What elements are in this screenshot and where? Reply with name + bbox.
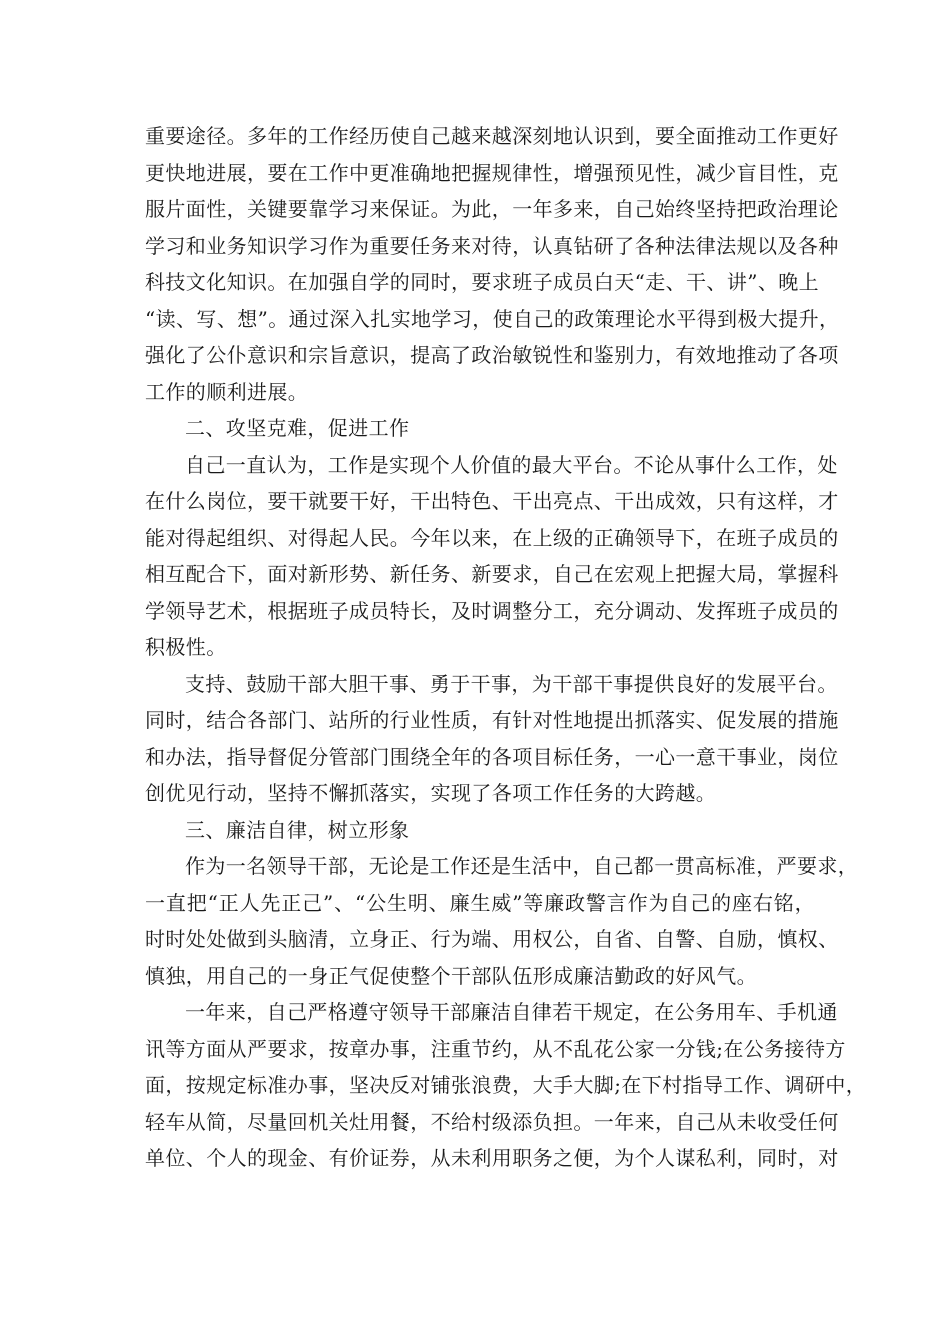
text-line: 重要途径。多年的工作经历使自己越来越深刻地认识到，要全面推动工作更好 bbox=[145, 124, 839, 148]
text-line: 同时，结合各部门、站所的行业性质，有针对性地提出抓落实、促发展的措施 bbox=[145, 708, 839, 732]
paragraph bbox=[145, 447, 839, 666]
paragraph bbox=[145, 994, 867, 1177]
text-line: 更快地进展，要在工作中更准确地把握规律性，增强预见性，减少盲目性，克 bbox=[145, 160, 839, 185]
text-line: 单位、个人的现金、有价证券，从未利用职务之便，为个人谋私利，同时，对 bbox=[145, 1146, 839, 1170]
text-line: 工作的顺利进展。 bbox=[145, 379, 309, 404]
text-line: 一年来，自己严格遵守领导干部廉洁自律若干规定，在公务用车、手机通 bbox=[185, 1000, 838, 1024]
text-line: 强化了公仆意识和宗旨意识，提高了政治敏锐性和鉴别力，有效地推动了各项 bbox=[145, 343, 839, 367]
text-line: 支持、鼓励干部大胆干事、勇于干事，为干部干事提供良好的发展平台。 bbox=[185, 671, 838, 696]
text-line: 服片面性，关键要靠学习来保证。为此，一年多来，自己始终坚持把政治理论 bbox=[145, 197, 839, 221]
section-heading: 三、廉洁自律，树立形象 bbox=[185, 817, 410, 842]
text-line: 讯等方面从严要求，按章办事，注重节约，从不乱花公家一分钱;在公务接待方 bbox=[145, 1036, 846, 1061]
text-line: 创优见行动，坚持不懈抓落实，实现了各项工作任务的大跨越。 bbox=[145, 781, 717, 805]
text-line: 面，按规定标准办事，坚决反对铺张浪费，大手大脚;在下村指导工作、调研中， bbox=[145, 1073, 867, 1097]
text-line: 和办法，指导督促分管部门围绕全年的各项目标任务，一心一意干事业，岗位 bbox=[145, 744, 839, 769]
paragraph bbox=[145, 848, 859, 994]
paragraph bbox=[145, 118, 840, 410]
text-line: 科技文化知识。在加强自学的同时，要求班子成员白天“走、干、讲”、晚上 bbox=[145, 270, 820, 294]
text-line: 慎独，用自己的一身正气促使整个干部队伍形成廉洁勤政的好风气。 bbox=[145, 963, 757, 988]
document-body bbox=[145, 118, 867, 1177]
paragraph bbox=[145, 666, 839, 812]
text-line: 学领导艺术，根据班子成员特长，及时调整分工，充分调动、发挥班子成员的 bbox=[145, 598, 839, 623]
text-line: 相互配合下，面对新形势、新任务、新要求，自己在宏观上把握大局，掌握科 bbox=[145, 562, 839, 586]
text-line: “读、写、想”。通过深入扎实地学习，使自己的政策理论水平得到极大提升， bbox=[145, 306, 840, 331]
text-line: 轻车从简，尽量回机关灶用餐，不给村级添负担。一年来，自己从未收受任何 bbox=[145, 1109, 839, 1134]
section-heading: 二、攻坚克难，促进工作 bbox=[185, 416, 410, 440]
text-line: 一直把“正人先正己”、“公生明、廉生威”等廉政警言作为自己的座右铭， bbox=[145, 890, 815, 915]
text-line: 积极性。 bbox=[145, 635, 227, 659]
text-line: 学习和业务知识学习作为重要任务来对待，认真钻研了各种法律法规以及各种 bbox=[145, 233, 839, 258]
text-line: 作为一名领导干部，无论是工作还是生活中，自己都一贯高标准，严要求， bbox=[185, 854, 859, 878]
text-line: 时时处处做到头脑清，立身正、行为端、用权公，自省、自警、自励，慎权、 bbox=[145, 927, 839, 951]
text-line: 自己一直认为，工作是实现个人价值的最大平台。不论从事什么工作，处 bbox=[185, 452, 838, 477]
text-line: 能对得起组织、对得起人民。今年以来，在上级的正确领导下，在班子成员的 bbox=[145, 525, 839, 550]
text-line: 在什么岗位，要干就要干好，干出特色、干出亮点、干出成效，只有这样，才 bbox=[145, 489, 839, 513]
